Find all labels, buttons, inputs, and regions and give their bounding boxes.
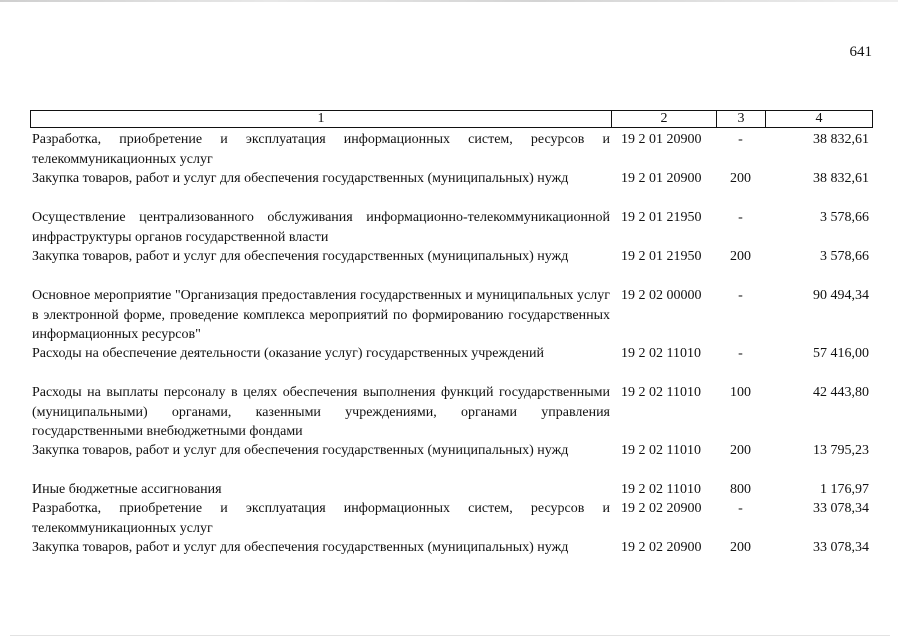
header-col-4: 4 [815, 111, 823, 126]
row-code: 19 2 02 20900 [621, 540, 702, 555]
row-description: Расходы на выплаты персоналу в целях обеспечения выполнения функций государственными (муниципальными) органами, казенными учреждениями, органами управления государственными внебюджетными фондами [32, 385, 610, 439]
row-expense-type: - [738, 288, 743, 303]
row-amount: 1 176,97 [820, 482, 869, 497]
scan-edge-top [0, 0, 898, 2]
row-code: 19 2 01 20900 [621, 132, 702, 147]
row-code: 19 2 02 00000 [621, 288, 702, 303]
row-description: Закупка товаров, работ и услуг для обеспечения государственных (муниципальных) нужд [32, 171, 569, 186]
header-col-3: 3 [717, 111, 766, 127]
row-description: Расходы на обеспечение деятельности (оказание услуг) государственных учреждений [32, 346, 544, 361]
row-code: 19 2 02 11010 [621, 346, 701, 361]
row-description: Закупка товаров, работ и услуг для обеспечения государственных (муниципальных) нужд [32, 540, 569, 555]
row-code: 19 2 02 20900 [621, 501, 702, 516]
row-amount: 38 832,61 [813, 171, 869, 186]
row-amount: 3 578,66 [820, 249, 869, 264]
row-amount: 42 443,80 [813, 385, 869, 400]
row-code: 19 2 02 11010 [621, 385, 701, 400]
row-code: 19 2 02 11010 [621, 482, 701, 497]
row-expense-type: - [738, 501, 743, 516]
row-amount: 33 078,34 [813, 501, 869, 516]
row-amount: 90 494,34 [813, 288, 869, 303]
table-header [30, 110, 873, 128]
row-expense-type: 100 [730, 385, 751, 400]
row-expense-type: 800 [730, 482, 751, 497]
row-expense-type: 200 [730, 540, 751, 555]
row-code: 19 2 02 11010 [621, 443, 701, 458]
row-description: Основное мероприятие "Организация предоставления государственных и муниципальных услуг в электронной форме, проведение комплекса мероприятий по формированию государственных информационных ресурсов" [32, 288, 610, 342]
row-description: Иные бюджетные ассигнования [32, 482, 222, 497]
page-number: 641 [849, 44, 872, 60]
row-description: Осуществление централизованного обслуживания информационно-телекоммуникационной инфраструктуры органов государственной власти [32, 210, 610, 245]
row-code: 19 2 01 21950 [621, 249, 702, 264]
row-amount: 33 078,34 [813, 540, 869, 555]
row-expense-type: - [738, 132, 743, 147]
row-description: Закупка товаров, работ и услуг для обеспечения государственных (муниципальных) нужд [32, 249, 569, 264]
row-description: Разработка, приобретение и эксплуатация информационных систем, ресурсов и телекоммуникационных услуг [32, 501, 610, 536]
row-amount: 38 832,61 [813, 132, 869, 147]
row-amount: 57 416,00 [813, 346, 869, 361]
row-amount: 3 578,66 [820, 210, 869, 225]
row-expense-type: 200 [730, 443, 751, 458]
row-expense-type: 200 [730, 171, 751, 186]
header-col-2: 2 [612, 111, 717, 127]
row-expense-type: - [738, 210, 743, 225]
scan-edge-bottom [10, 635, 890, 636]
row-code: 19 2 01 21950 [621, 210, 702, 225]
row-expense-type: - [738, 346, 743, 361]
row-amount: 13 795,23 [813, 443, 869, 458]
row-description: Закупка товаров, работ и услуг для обеспечения государственных (муниципальных) нужд [32, 443, 569, 458]
row-description: Разработка, приобретение и эксплуатация информационных систем, ресурсов и телекоммуникационных услуг [32, 132, 610, 167]
row-code: 19 2 01 20900 [621, 171, 702, 186]
header-col-1: 1 [31, 111, 612, 127]
row-expense-type: 200 [730, 249, 751, 264]
